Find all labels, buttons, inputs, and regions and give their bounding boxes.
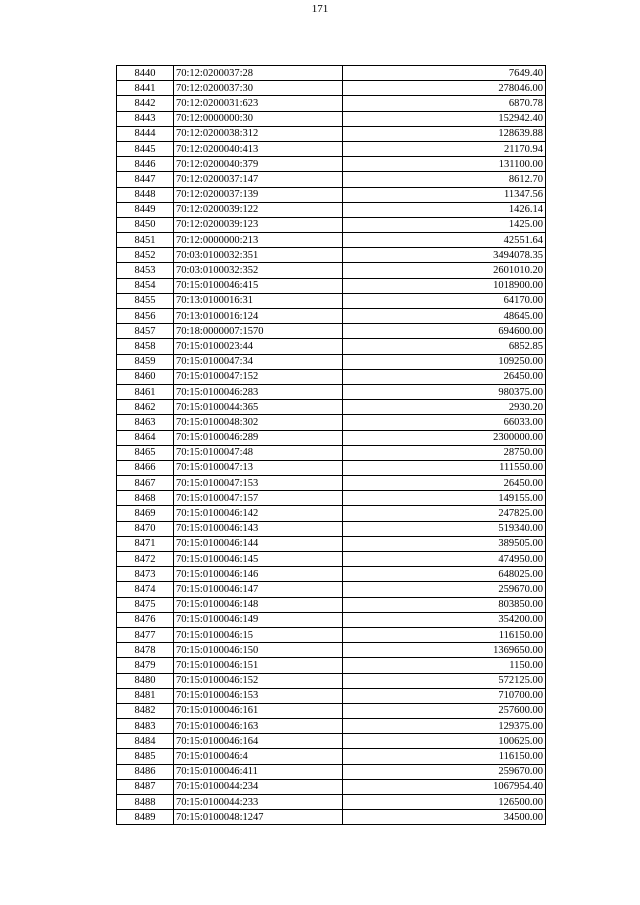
table-row	[117, 384, 546, 399]
table-row	[117, 157, 546, 172]
row-number-cell: 8488	[117, 795, 174, 810]
cadastral-value-table	[116, 65, 546, 825]
table-row	[117, 643, 546, 658]
row-number-cell: 8466	[117, 460, 174, 475]
row-number-cell: 8464	[117, 430, 174, 445]
value-cell: 1369650.00	[343, 643, 546, 658]
table-row	[117, 248, 546, 263]
row-number-cell: 8470	[117, 521, 174, 536]
row-number-cell: 8452	[117, 248, 174, 263]
table-row	[117, 688, 546, 703]
value-cell: 259670.00	[343, 582, 546, 597]
cadastral-number-cell: 70:15:0100046:153	[174, 688, 343, 703]
row-number-cell: 8486	[117, 764, 174, 779]
table-row	[117, 202, 546, 217]
table-row	[117, 293, 546, 308]
value-cell: 11347.56	[343, 187, 546, 202]
table-row	[117, 324, 546, 339]
table-row	[117, 779, 546, 794]
row-number-cell: 8467	[117, 476, 174, 491]
row-number-cell: 8459	[117, 354, 174, 369]
table-row	[117, 263, 546, 278]
cadastral-number-cell: 70:15:0100047:152	[174, 369, 343, 384]
cadastral-number-cell: 70:15:0100046:149	[174, 612, 343, 627]
value-cell: 26450.00	[343, 369, 546, 384]
table-body	[117, 66, 546, 825]
row-number-cell: 8451	[117, 233, 174, 248]
cadastral-number-cell: 70:15:0100047:157	[174, 491, 343, 506]
value-cell: 66033.00	[343, 415, 546, 430]
value-cell: 26450.00	[343, 476, 546, 491]
table-row	[117, 764, 546, 779]
cadastral-number-cell: 70:15:0100048:302	[174, 415, 343, 430]
value-cell: 34500.00	[343, 810, 546, 825]
table-row	[117, 141, 546, 156]
cadastral-number-cell: 70:12:0200040:413	[174, 141, 343, 156]
cadastral-number-cell: 70:15:0100046:164	[174, 734, 343, 749]
cadastral-number-cell: 70:15:0100046:4	[174, 749, 343, 764]
cadastral-number-cell: 70:15:0100047:13	[174, 460, 343, 475]
cadastral-number-cell: 70:12:0200039:123	[174, 217, 343, 232]
value-cell: 1150.00	[343, 658, 546, 673]
row-number-cell: 8454	[117, 278, 174, 293]
value-cell: 519340.00	[343, 521, 546, 536]
cadastral-number-cell: 70:15:0100046:415	[174, 278, 343, 293]
row-number-cell: 8457	[117, 324, 174, 339]
row-number-cell: 8468	[117, 491, 174, 506]
row-number-cell: 8446	[117, 157, 174, 172]
table-row	[117, 582, 546, 597]
value-cell: 980375.00	[343, 384, 546, 399]
table-row	[117, 552, 546, 567]
value-cell: 6852.85	[343, 339, 546, 354]
cadastral-number-cell: 70:03:0100032:351	[174, 248, 343, 263]
row-number-cell: 8473	[117, 567, 174, 582]
cadastral-number-cell: 70:15:0100046:15	[174, 627, 343, 642]
value-cell: 116150.00	[343, 749, 546, 764]
row-number-cell: 8485	[117, 749, 174, 764]
value-cell: 109250.00	[343, 354, 546, 369]
value-cell: 1425.00	[343, 217, 546, 232]
row-number-cell: 8462	[117, 400, 174, 415]
table-row	[117, 96, 546, 111]
row-number-cell: 8461	[117, 384, 174, 399]
row-number-cell: 8474	[117, 582, 174, 597]
table-row	[117, 460, 546, 475]
row-number-cell: 8463	[117, 415, 174, 430]
row-number-cell: 8475	[117, 597, 174, 612]
row-number-cell: 8477	[117, 627, 174, 642]
table-row	[117, 536, 546, 551]
row-number-cell: 8442	[117, 96, 174, 111]
row-number-cell: 8440	[117, 66, 174, 81]
row-number-cell: 8448	[117, 187, 174, 202]
table-row	[117, 795, 546, 810]
value-cell: 572125.00	[343, 673, 546, 688]
table-row	[117, 66, 546, 81]
value-cell: 2300000.00	[343, 430, 546, 445]
value-cell: 1067954.40	[343, 779, 546, 794]
cadastral-number-cell: 70:15:0100047:34	[174, 354, 343, 369]
table-row	[117, 81, 546, 96]
value-cell: 1018900.00	[343, 278, 546, 293]
row-number-cell: 8441	[117, 81, 174, 96]
row-number-cell: 8444	[117, 126, 174, 141]
row-number-cell: 8449	[117, 202, 174, 217]
cadastral-number-cell: 70:13:0100016:124	[174, 309, 343, 324]
cadastral-number-cell: 70:15:0100046:145	[174, 552, 343, 567]
cadastral-number-cell: 70:15:0100046:151	[174, 658, 343, 673]
cadastral-number-cell: 70:15:0100046:143	[174, 521, 343, 536]
cadastral-number-cell: 70:12:0200037:28	[174, 66, 343, 81]
cadastral-number-cell: 70:15:0100046:411	[174, 764, 343, 779]
row-number-cell: 8476	[117, 612, 174, 627]
cadastral-number-cell: 70:12:0200040:379	[174, 157, 343, 172]
row-number-cell: 8453	[117, 263, 174, 278]
row-number-cell: 8447	[117, 172, 174, 187]
cadastral-number-cell: 70:15:0100044:233	[174, 795, 343, 810]
row-number-cell: 8469	[117, 506, 174, 521]
value-cell: 131100.00	[343, 157, 546, 172]
cadastral-number-cell: 70:18:0000007:1570	[174, 324, 343, 339]
value-cell: 6870.78	[343, 96, 546, 111]
value-cell: 129375.00	[343, 719, 546, 734]
table-row	[117, 369, 546, 384]
row-number-cell: 8443	[117, 111, 174, 126]
value-cell: 354200.00	[343, 612, 546, 627]
value-cell: 1426.14	[343, 202, 546, 217]
row-number-cell: 8483	[117, 719, 174, 734]
value-cell: 48645.00	[343, 309, 546, 324]
cadastral-number-cell: 70:12:0000000:213	[174, 233, 343, 248]
table-row	[117, 309, 546, 324]
table-row	[117, 491, 546, 506]
table-row	[117, 734, 546, 749]
table-row	[117, 233, 546, 248]
table-row	[117, 627, 546, 642]
cadastral-number-cell: 70:12:0000000:30	[174, 111, 343, 126]
table-row	[117, 217, 546, 232]
table-row	[117, 597, 546, 612]
cadastral-number-cell: 70:15:0100046:148	[174, 597, 343, 612]
value-cell: 111550.00	[343, 460, 546, 475]
value-cell: 21170.94	[343, 141, 546, 156]
table-row	[117, 187, 546, 202]
cadastral-number-cell: 70:12:0200037:147	[174, 172, 343, 187]
row-number-cell: 8460	[117, 369, 174, 384]
cadastral-number-cell: 70:13:0100016:31	[174, 293, 343, 308]
table-row	[117, 749, 546, 764]
table-row	[117, 810, 546, 825]
table-row	[117, 339, 546, 354]
value-cell: 42551.64	[343, 233, 546, 248]
cadastral-number-cell: 70:15:0100046:150	[174, 643, 343, 658]
value-cell: 116150.00	[343, 627, 546, 642]
value-cell: 152942.40	[343, 111, 546, 126]
cadastral-number-cell: 70:15:0100046:144	[174, 536, 343, 551]
row-number-cell: 8456	[117, 309, 174, 324]
table-row	[117, 567, 546, 582]
value-cell: 3494078.35	[343, 248, 546, 263]
cadastral-number-cell: 70:15:0100046:142	[174, 506, 343, 521]
cadastral-number-cell: 70:15:0100047:153	[174, 476, 343, 491]
value-cell: 2930.20	[343, 400, 546, 415]
value-cell: 149155.00	[343, 491, 546, 506]
value-cell: 694600.00	[343, 324, 546, 339]
cadastral-number-cell: 70:12:0200039:122	[174, 202, 343, 217]
cadastral-number-cell: 70:15:0100046:147	[174, 582, 343, 597]
value-cell: 803850.00	[343, 597, 546, 612]
table-row	[117, 658, 546, 673]
cadastral-number-cell: 70:12:0200037:139	[174, 187, 343, 202]
table-row	[117, 703, 546, 718]
row-number-cell: 8445	[117, 141, 174, 156]
row-number-cell: 8450	[117, 217, 174, 232]
value-cell: 64170.00	[343, 293, 546, 308]
row-number-cell: 8472	[117, 552, 174, 567]
cadastral-number-cell: 70:15:0100046:289	[174, 430, 343, 445]
row-number-cell: 8479	[117, 658, 174, 673]
table-row	[117, 400, 546, 415]
row-number-cell: 8455	[117, 293, 174, 308]
cadastral-number-cell: 70:03:0100032:352	[174, 263, 343, 278]
row-number-cell: 8465	[117, 445, 174, 460]
table-row	[117, 111, 546, 126]
cadastral-number-cell: 70:12:0200037:30	[174, 81, 343, 96]
value-cell: 7649.40	[343, 66, 546, 81]
page-number: 171	[311, 3, 329, 15]
table-row	[117, 430, 546, 445]
cadastral-number-cell: 70:12:0200031:623	[174, 96, 343, 111]
table-row	[117, 719, 546, 734]
row-number-cell: 8458	[117, 339, 174, 354]
table-row	[117, 172, 546, 187]
cadastral-number-cell: 70:15:0100047:48	[174, 445, 343, 460]
table-row	[117, 673, 546, 688]
row-number-cell: 8487	[117, 779, 174, 794]
value-cell: 100625.00	[343, 734, 546, 749]
row-number-cell: 8484	[117, 734, 174, 749]
value-cell: 247825.00	[343, 506, 546, 521]
table-row	[117, 415, 546, 430]
row-number-cell: 8489	[117, 810, 174, 825]
table-row	[117, 445, 546, 460]
row-number-cell: 8478	[117, 643, 174, 658]
value-cell: 474950.00	[343, 552, 546, 567]
value-cell: 28750.00	[343, 445, 546, 460]
value-cell: 128639.88	[343, 126, 546, 141]
cadastral-number-cell: 70:15:0100023:44	[174, 339, 343, 354]
row-number-cell: 8480	[117, 673, 174, 688]
cadastral-number-cell: 70:15:0100046:161	[174, 703, 343, 718]
value-cell: 126500.00	[343, 795, 546, 810]
table-row	[117, 126, 546, 141]
cadastral-number-cell: 70:15:0100048:1247	[174, 810, 343, 825]
value-cell: 389505.00	[343, 536, 546, 551]
value-cell: 8612.70	[343, 172, 546, 187]
table-row	[117, 506, 546, 521]
value-cell: 259670.00	[343, 764, 546, 779]
table-row	[117, 354, 546, 369]
value-cell: 278046.00	[343, 81, 546, 96]
table-row	[117, 521, 546, 536]
cadastral-number-cell: 70:15:0100044:234	[174, 779, 343, 794]
value-cell: 257600.00	[343, 703, 546, 718]
cadastral-number-cell: 70:15:0100046:163	[174, 719, 343, 734]
cadastral-number-cell: 70:15:0100046:146	[174, 567, 343, 582]
cadastral-number-cell: 70:15:0100044:365	[174, 400, 343, 415]
value-cell: 2601010.20	[343, 263, 546, 278]
table-row	[117, 476, 546, 491]
cadastral-number-cell: 70:15:0100046:152	[174, 673, 343, 688]
cadastral-number-cell: 70:15:0100046:283	[174, 384, 343, 399]
value-cell: 648025.00	[343, 567, 546, 582]
table-row	[117, 612, 546, 627]
row-number-cell: 8471	[117, 536, 174, 551]
value-cell: 710700.00	[343, 688, 546, 703]
cadastral-number-cell: 70:12:0200038:312	[174, 126, 343, 141]
row-number-cell: 8482	[117, 703, 174, 718]
table-row	[117, 278, 546, 293]
row-number-cell: 8481	[117, 688, 174, 703]
